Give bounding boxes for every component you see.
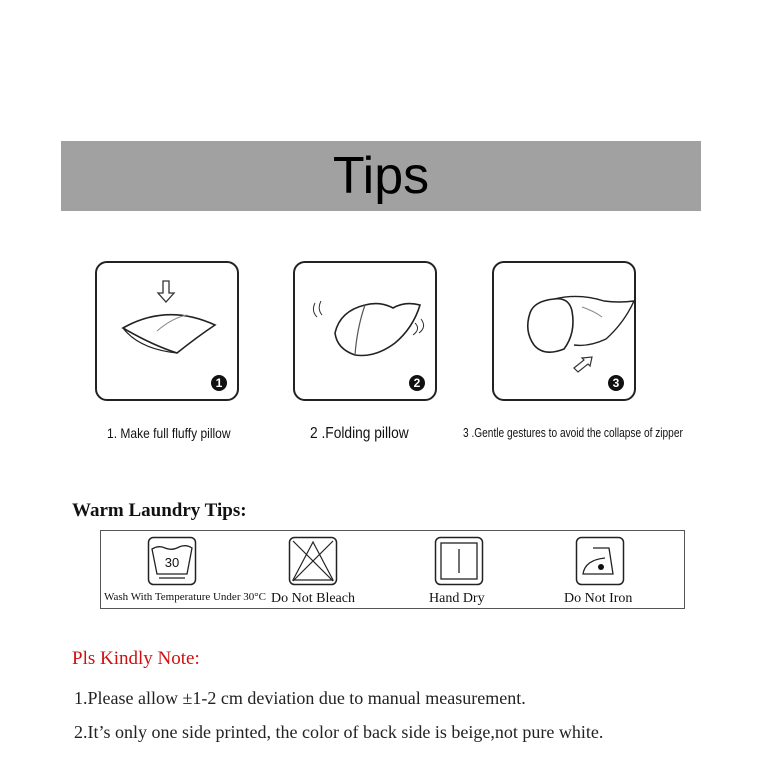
step-caption-3: 3 .Gentle gestures to avoid the collapse of zipper [463, 425, 683, 440]
step-number-badge: 3 [608, 375, 624, 391]
no-iron-icon [575, 536, 625, 586]
care-label-iron: Do Not Iron [564, 591, 633, 606]
care-item-wash [101, 531, 271, 610]
note-heading: Pls Kindly Note: [72, 648, 200, 669]
note-line-1: 1.Please allow ±1-2 cm deviation due to manual measurement. [74, 688, 526, 708]
page-title: Tips [332, 147, 430, 205]
care-label-dry: Hand Dry [429, 591, 485, 606]
laundry-heading: Warm Laundry Tips: [72, 500, 247, 521]
wash-temperature: 30 [164, 555, 180, 570]
care-item-dry [411, 531, 551, 610]
step-number-badge: 2 [409, 375, 425, 391]
care-item-bleach [271, 531, 411, 610]
wash-30-icon [147, 536, 197, 586]
note-line-2: 2.It’s only one side printed, the color of back side is beige,not pure white. [74, 722, 604, 742]
care-label-bleach: Do Not Bleach [271, 591, 355, 606]
step-card-1 [95, 261, 239, 401]
title-bar [61, 141, 701, 211]
step-caption-2: 2 .Folding pillow [310, 425, 409, 442]
step-card-2 [293, 261, 437, 401]
step-caption-1: 1. Make full fluffy pillow [107, 425, 231, 441]
step-card-3 [492, 261, 636, 401]
no-bleach-icon [288, 536, 338, 586]
hand-dry-icon [434, 536, 484, 586]
care-label-wash: Wash With Temperature Under 30°C [104, 591, 266, 603]
step-number-badge: 1 [211, 375, 227, 391]
laundry-care-box [100, 530, 685, 609]
care-item-iron [551, 531, 685, 610]
